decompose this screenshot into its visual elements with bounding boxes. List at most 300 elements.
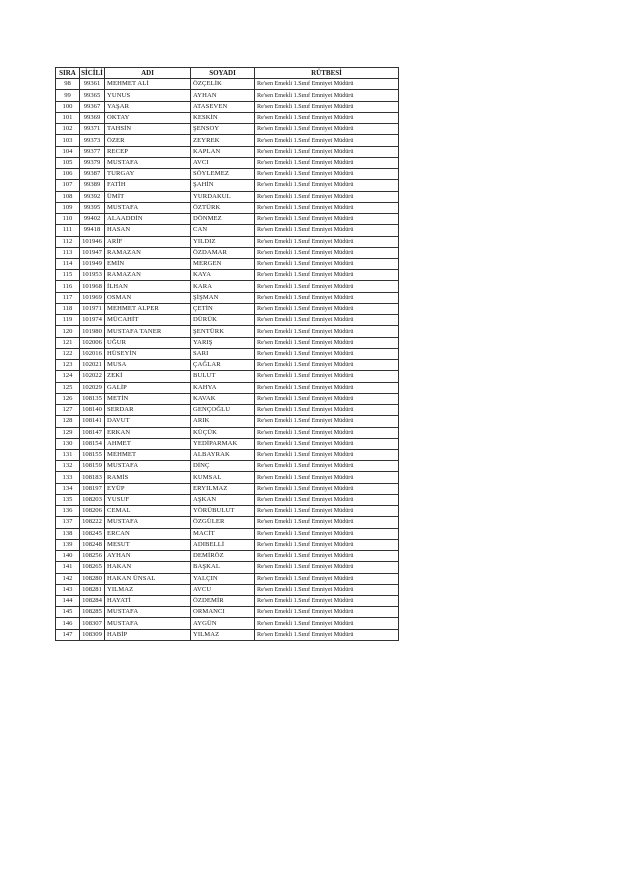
table-row [56,124,399,135]
cell-sira: 101 [56,112,80,123]
header-adi: ADI [105,68,191,79]
cell-soyadi: ARIK [191,416,255,427]
cell-adi: TURGAY [105,169,191,180]
cell-rutbe: Re'sen Emekli 1.Sınıf Emniyet Müdürü [255,427,399,438]
cell-adi: MUSTAFA [105,202,191,213]
cell-adi: AHMET [105,438,191,449]
table-row [56,607,399,618]
cell-sira: 121 [56,337,80,348]
cell-sicil: 102006 [80,337,105,348]
cell-adi: MUSTAFA [105,607,191,618]
cell-sira: 131 [56,449,80,460]
table-row [56,214,399,225]
cell-sicil: 99365 [80,90,105,101]
cell-soyadi: KAYA [191,270,255,281]
cell-sira: 111 [56,225,80,236]
cell-rutbe: Re'sen Emekli 1.Sınıf Emniyet Müdürü [255,146,399,157]
cell-soyadi: AŞKAN [191,494,255,505]
table-row [56,472,399,483]
cell-sira: 128 [56,416,80,427]
cell-sira: 119 [56,315,80,326]
cell-sicil: 108183 [80,472,105,483]
table-row [56,629,399,640]
cell-rutbe: Re'sen Emekli 1.Sınıf Emniyet Müdürü [255,348,399,359]
cell-rutbe: Re'sen Emekli 1.Sınıf Emniyet Müdürü [255,135,399,146]
header-sicil: SİCİLİ [81,69,103,78]
header-row [56,68,399,79]
cell-sira: 140 [56,551,80,562]
cell-adi: OSMAN [105,292,191,303]
cell-rutbe: Re'sen Emekli 1.Sınıf Emniyet Müdürü [255,562,399,573]
cell-rutbe: Re'sen Emekli 1.Sınıf Emniyet Müdürü [255,124,399,135]
cell-rutbe: Re'sen Emekli 1.Sınıf Emniyet Müdürü [255,607,399,618]
table-row [56,146,399,157]
cell-rutbe: Re'sen Emekli 1.Sınıf Emniyet Müdürü [255,169,399,180]
table-row [56,315,399,326]
cell-rutbe: Re'sen Emekli 1.Sınıf Emniyet Müdürü [255,214,399,225]
cell-sira: 102 [56,124,80,135]
cell-rutbe: Re'sen Emekli 1.Sınıf Emniyet Müdürü [255,281,399,292]
cell-sicil: 101971 [80,303,105,314]
cell-adi: HASAN [105,225,191,236]
cell-soyadi: ÇETİN [191,303,255,314]
cell-rutbe: Re'sen Emekli 1.Sınıf Emniyet Müdürü [255,629,399,640]
cell-rutbe: Re'sen Emekli 1.Sınıf Emniyet Müdürü [255,225,399,236]
cell-sira: 137 [56,517,80,528]
cell-adi: OKTAY [105,112,191,123]
cell-sira: 117 [56,292,80,303]
table-row [56,584,399,595]
cell-soyadi: AVCI [191,157,255,168]
cell-rutbe: Re'sen Emekli 1.Sınıf Emniyet Müdürü [255,303,399,314]
cell-rutbe: Re'sen Emekli 1.Sınıf Emniyet Müdürü [255,315,399,326]
cell-sicil: 101980 [80,326,105,337]
cell-sira: 144 [56,596,80,607]
cell-adi: METİN [105,393,191,404]
cell-sicil: 108159 [80,461,105,472]
cell-adi: YILMAZ [105,584,191,595]
cell-adi: YAŞAR [105,101,191,112]
table-row [56,371,399,382]
cell-sicil: 101947 [80,247,105,258]
cell-soyadi: ALBAYRAK [191,449,255,460]
cell-sicil: 108206 [80,506,105,517]
cell-sicil: 102016 [80,348,105,359]
cell-rutbe: Re'sen Emekli 1.Sınıf Emniyet Müdürü [255,551,399,562]
cell-rutbe: Re'sen Emekli 1.Sınıf Emniyet Müdürü [255,438,399,449]
cell-soyadi: KESKİN [191,112,255,123]
cell-rutbe: Re'sen Emekli 1.Sınıf Emniyet Müdürü [255,112,399,123]
cell-adi: ERCAN [105,528,191,539]
cell-sicil: 108222 [80,517,105,528]
table-row [56,337,399,348]
cell-soyadi: YARIŞ [191,337,255,348]
cell-sicil: 108280 [80,573,105,584]
cell-sira: 125 [56,382,80,393]
personnel-table [55,67,399,641]
cell-rutbe: Re'sen Emekli 1.Sınıf Emniyet Müdürü [255,101,399,112]
table-body [56,79,399,641]
cell-sira: 130 [56,438,80,449]
cell-sicil: 99367 [80,101,105,112]
cell-rutbe: Re'sen Emekli 1.Sınıf Emniyet Müdürü [255,517,399,528]
cell-soyadi: DÜRÜK [191,315,255,326]
table-row [56,101,399,112]
table-row [56,225,399,236]
cell-soyadi: ÖZTÜRK [191,202,255,213]
cell-sira: 134 [56,483,80,494]
cell-rutbe: Re'sen Emekli 1.Sınıf Emniyet Müdürü [255,180,399,191]
cell-sicil: 102021 [80,360,105,371]
cell-sira: 100 [56,101,80,112]
cell-soyadi: YÖRÜBULUT [191,506,255,517]
cell-adi: DAVUT [105,416,191,427]
cell-sira: 147 [56,629,80,640]
cell-sicil: 101946 [80,236,105,247]
cell-rutbe: Re'sen Emekli 1.Sınıf Emniyet Müdürü [255,360,399,371]
cell-sira: 146 [56,618,80,629]
cell-soyadi: KAPLAN [191,146,255,157]
cell-soyadi: DEMİRÖZ [191,551,255,562]
cell-rutbe: Re'sen Emekli 1.Sınıf Emniyet Müdürü [255,292,399,303]
table-row [56,202,399,213]
cell-sira: 120 [56,326,80,337]
cell-rutbe: Re'sen Emekli 1.Sınıf Emniyet Müdürü [255,539,399,550]
cell-sicil: 108245 [80,528,105,539]
cell-rutbe: Re'sen Emekli 1.Sınıf Emniyet Müdürü [255,506,399,517]
cell-sira: 98 [56,79,80,90]
cell-rutbe: Re'sen Emekli 1.Sınıf Emniyet Müdürü [255,494,399,505]
cell-sira: 106 [56,169,80,180]
cell-adi: HAYATİ [105,596,191,607]
table-row [56,169,399,180]
cell-sira: 103 [56,135,80,146]
cell-sicil: 108265 [80,562,105,573]
cell-soyadi: MERGEN [191,258,255,269]
table-row [56,180,399,191]
table-row [56,596,399,607]
cell-soyadi: BAŞKAL [191,562,255,573]
cell-adi: RAMAZAN [105,270,191,281]
table-row [56,292,399,303]
cell-soyadi: ŞENSOY [191,124,255,135]
cell-adi: ÖZER [105,135,191,146]
cell-soyadi: YEDİPARMAK [191,438,255,449]
table-row [56,326,399,337]
cell-sicil: 99387 [80,169,105,180]
cell-soyadi: AYHAN [191,90,255,101]
cell-sicil: 101968 [80,281,105,292]
cell-soyadi: ORMANCI [191,607,255,618]
cell-sira: 104 [56,146,80,157]
cell-sicil: 108285 [80,607,105,618]
table-row [56,494,399,505]
cell-sicil: 99402 [80,214,105,225]
cell-adi: MUSTAFA [105,618,191,629]
cell-sicil: 99395 [80,202,105,213]
cell-sira: 135 [56,494,80,505]
cell-adi: MÜCAHİT [105,315,191,326]
cell-adi: MUSTAFA [105,517,191,528]
cell-sira: 116 [56,281,80,292]
cell-rutbe: Re'sen Emekli 1.Sınıf Emniyet Müdürü [255,202,399,213]
cell-rutbe: Re'sen Emekli 1.Sınıf Emniyet Müdürü [255,157,399,168]
cell-rutbe: Re'sen Emekli 1.Sınıf Emniyet Müdürü [255,236,399,247]
cell-adi: MUSTAFA [105,157,191,168]
cell-adi: MEHMET ALİ [105,79,191,90]
cell-adi: ZEKİ [105,371,191,382]
cell-rutbe: Re'sen Emekli 1.Sınıf Emniyet Müdürü [255,371,399,382]
cell-adi: MESUT [105,539,191,550]
cell-rutbe: Re'sen Emekli 1.Sınıf Emniyet Müdürü [255,326,399,337]
cell-sicil: 108307 [80,618,105,629]
cell-soyadi: DİNÇ [191,461,255,472]
cell-rutbe: Re'sen Emekli 1.Sınıf Emniyet Müdürü [255,584,399,595]
table-row [56,438,399,449]
cell-adi: FATİH [105,180,191,191]
table-row [56,517,399,528]
cell-sicil: 102029 [80,382,105,393]
cell-adi: RAMİS [105,472,191,483]
cell-adi: HABİP [105,629,191,640]
cell-soyadi: SÖYLEMEZ [191,169,255,180]
cell-adi: MUSTAFA TANER [105,326,191,337]
table-row [56,157,399,168]
cell-soyadi: YILDIZ [191,236,255,247]
cell-sicil: 99389 [80,180,105,191]
cell-soyadi: ÇAĞLAR [191,360,255,371]
cell-rutbe: Re'sen Emekli 1.Sınıf Emniyet Müdürü [255,461,399,472]
cell-soyadi: KUMSAL [191,472,255,483]
cell-soyadi: SARI [191,348,255,359]
cell-sicil: 99371 [80,124,105,135]
cell-sicil: 108147 [80,427,105,438]
cell-soyadi: ÖZDEMİR [191,596,255,607]
cell-soyadi: YURDAKUL [191,191,255,202]
cell-soyadi: ÖZGÜLER [191,517,255,528]
cell-adi: RECEP [105,146,191,157]
cell-sira: 126 [56,393,80,404]
cell-sicil: 108141 [80,416,105,427]
cell-soyadi: KÜÇÜK [191,427,255,438]
header-rutbe: RÜTBESİ [255,68,399,79]
cell-adi: ERKAN [105,427,191,438]
table-row [56,112,399,123]
table-row [56,360,399,371]
header-soyadi: SOYADI [191,68,255,79]
table-row [56,270,399,281]
cell-sicil: 99377 [80,146,105,157]
cell-adi: ALAADDİN [105,214,191,225]
cell-rutbe: Re'sen Emekli 1.Sınıf Emniyet Müdürü [255,472,399,483]
cell-soyadi: ÖZDAMAR [191,247,255,258]
cell-adi: HAKAN ÜNSAL [105,573,191,584]
cell-sicil: 108281 [80,584,105,595]
table-row [56,506,399,517]
cell-rutbe: Re'sen Emekli 1.Sınıf Emniyet Müdürü [255,449,399,460]
cell-sicil: 108197 [80,483,105,494]
cell-rutbe: Re'sen Emekli 1.Sınıf Emniyet Müdürü [255,90,399,101]
cell-rutbe: Re'sen Emekli 1.Sınıf Emniyet Müdürü [255,79,399,90]
cell-soyadi: ERYILMAZ [191,483,255,494]
cell-adi: AYHAN [105,551,191,562]
cell-soyadi: YILMAZ [191,629,255,640]
table-row [56,528,399,539]
cell-soyadi: ŞAHİN [191,180,255,191]
table-row [56,618,399,629]
table-row [56,461,399,472]
cell-sicil: 108248 [80,539,105,550]
table-row [56,247,399,258]
cell-rutbe: Re'sen Emekli 1.Sınıf Emniyet Müdürü [255,416,399,427]
cell-sicil: 101953 [80,270,105,281]
cell-sicil: 99361 [80,79,105,90]
cell-sira: 136 [56,506,80,517]
table-row [56,405,399,416]
cell-sicil: 108256 [80,551,105,562]
cell-soyadi: GENÇOĞLU [191,405,255,416]
cell-rutbe: Re'sen Emekli 1.Sınıf Emniyet Müdürü [255,618,399,629]
table-row [56,551,399,562]
table-row [56,135,399,146]
cell-adi: EMİN [105,258,191,269]
cell-sira: 127 [56,405,80,416]
cell-adi: YUSUF [105,494,191,505]
cell-adi: GALİP [105,382,191,393]
cell-rutbe: Re'sen Emekli 1.Sınıf Emniyet Müdürü [255,573,399,584]
cell-adi: MEHMET [105,449,191,460]
cell-sicil: 101974 [80,315,105,326]
cell-sicil: 99369 [80,112,105,123]
cell-adi: SERDAR [105,405,191,416]
table-row [56,483,399,494]
table-row [56,573,399,584]
cell-rutbe: Re'sen Emekli 1.Sınıf Emniyet Müdürü [255,596,399,607]
cell-soyadi: MACİT [191,528,255,539]
cell-adi: UĞUR [105,337,191,348]
cell-sira: 115 [56,270,80,281]
table-row [56,258,399,269]
cell-soyadi: ADIBELLİ [191,539,255,550]
cell-soyadi: DÖNMEZ [191,214,255,225]
cell-rutbe: Re'sen Emekli 1.Sınıf Emniyet Müdürü [255,337,399,348]
cell-adi: RAMAZAN [105,247,191,258]
cell-soyadi: KARA [191,281,255,292]
cell-rutbe: Re'sen Emekli 1.Sınıf Emniyet Müdürü [255,382,399,393]
table-row [56,281,399,292]
cell-sicil: 99392 [80,191,105,202]
cell-adi: YUNUS [105,90,191,101]
cell-rutbe: Re'sen Emekli 1.Sınıf Emniyet Müdürü [255,270,399,281]
cell-sira: 138 [56,528,80,539]
cell-adi: TAHSİN [105,124,191,135]
table-row [56,562,399,573]
cell-sira: 143 [56,584,80,595]
cell-sicil: 102022 [80,371,105,382]
table-row [56,539,399,550]
table-row [56,236,399,247]
cell-sira: 105 [56,157,80,168]
cell-adi: İLHAN [105,281,191,292]
table-row [56,416,399,427]
cell-adi: CEMAL [105,506,191,517]
table-row [56,348,399,359]
cell-sira: 132 [56,461,80,472]
cell-sira: 109 [56,202,80,213]
cell-sira: 113 [56,247,80,258]
cell-rutbe: Re'sen Emekli 1.Sınıf Emniyet Müdürü [255,405,399,416]
cell-soyadi: BULUT [191,371,255,382]
cell-sira: 108 [56,191,80,202]
cell-sira: 99 [56,90,80,101]
cell-soyadi: ATASEVEN [191,101,255,112]
cell-soyadi: ŞENTÜRK [191,326,255,337]
cell-sira: 133 [56,472,80,483]
cell-rutbe: Re'sen Emekli 1.Sınıf Emniyet Müdürü [255,191,399,202]
cell-sicil: 108135 [80,393,105,404]
cell-adi: HÜSEYİN [105,348,191,359]
cell-soyadi: AYGÜN [191,618,255,629]
cell-sira: 114 [56,258,80,269]
cell-sira: 123 [56,360,80,371]
table-row [56,191,399,202]
cell-soyadi: ZEYREK [191,135,255,146]
cell-sira: 122 [56,348,80,359]
cell-sicil: 108309 [80,629,105,640]
cell-adi: ÜMİT [105,191,191,202]
cell-sira: 118 [56,303,80,314]
cell-soyadi: ŞİŞMAN [191,292,255,303]
cell-sicil: 99373 [80,135,105,146]
cell-rutbe: Re'sen Emekli 1.Sınıf Emniyet Müdürü [255,483,399,494]
cell-soyadi: CAN [191,225,255,236]
table-row [56,427,399,438]
table-row [56,90,399,101]
cell-sicil: 108155 [80,449,105,460]
cell-soyadi: ÖZÇELİK [191,79,255,90]
header-sira: SIRA [56,68,80,79]
cell-adi: MUSA [105,360,191,371]
cell-adi: MUSTAFA [105,461,191,472]
table-row [56,79,399,90]
cell-rutbe: Re'sen Emekli 1.Sınıf Emniyet Müdürü [255,393,399,404]
cell-sira: 107 [56,180,80,191]
cell-sira: 110 [56,214,80,225]
cell-sicil: 108284 [80,596,105,607]
cell-sicil: 101969 [80,292,105,303]
table-row [56,393,399,404]
cell-rutbe: Re'sen Emekli 1.Sınıf Emniyet Müdürü [255,247,399,258]
cell-adi: MEHMET ALPER [105,303,191,314]
cell-sira: 142 [56,573,80,584]
cell-sicil: 99379 [80,157,105,168]
cell-sicil: 108140 [80,405,105,416]
cell-sicil: 99418 [80,225,105,236]
cell-soyadi: KAHYA [191,382,255,393]
cell-sicil: 108154 [80,438,105,449]
table-row [56,382,399,393]
cell-sira: 145 [56,607,80,618]
table-row [56,303,399,314]
cell-soyadi: KAVAK [191,393,255,404]
cell-adi: HAKAN [105,562,191,573]
cell-adi: ARİF [105,236,191,247]
cell-adi: EYÜP [105,483,191,494]
cell-soyadi: YALÇIN [191,573,255,584]
cell-sira: 124 [56,371,80,382]
cell-sira: 112 [56,236,80,247]
cell-soyadi: AVCU [191,584,255,595]
